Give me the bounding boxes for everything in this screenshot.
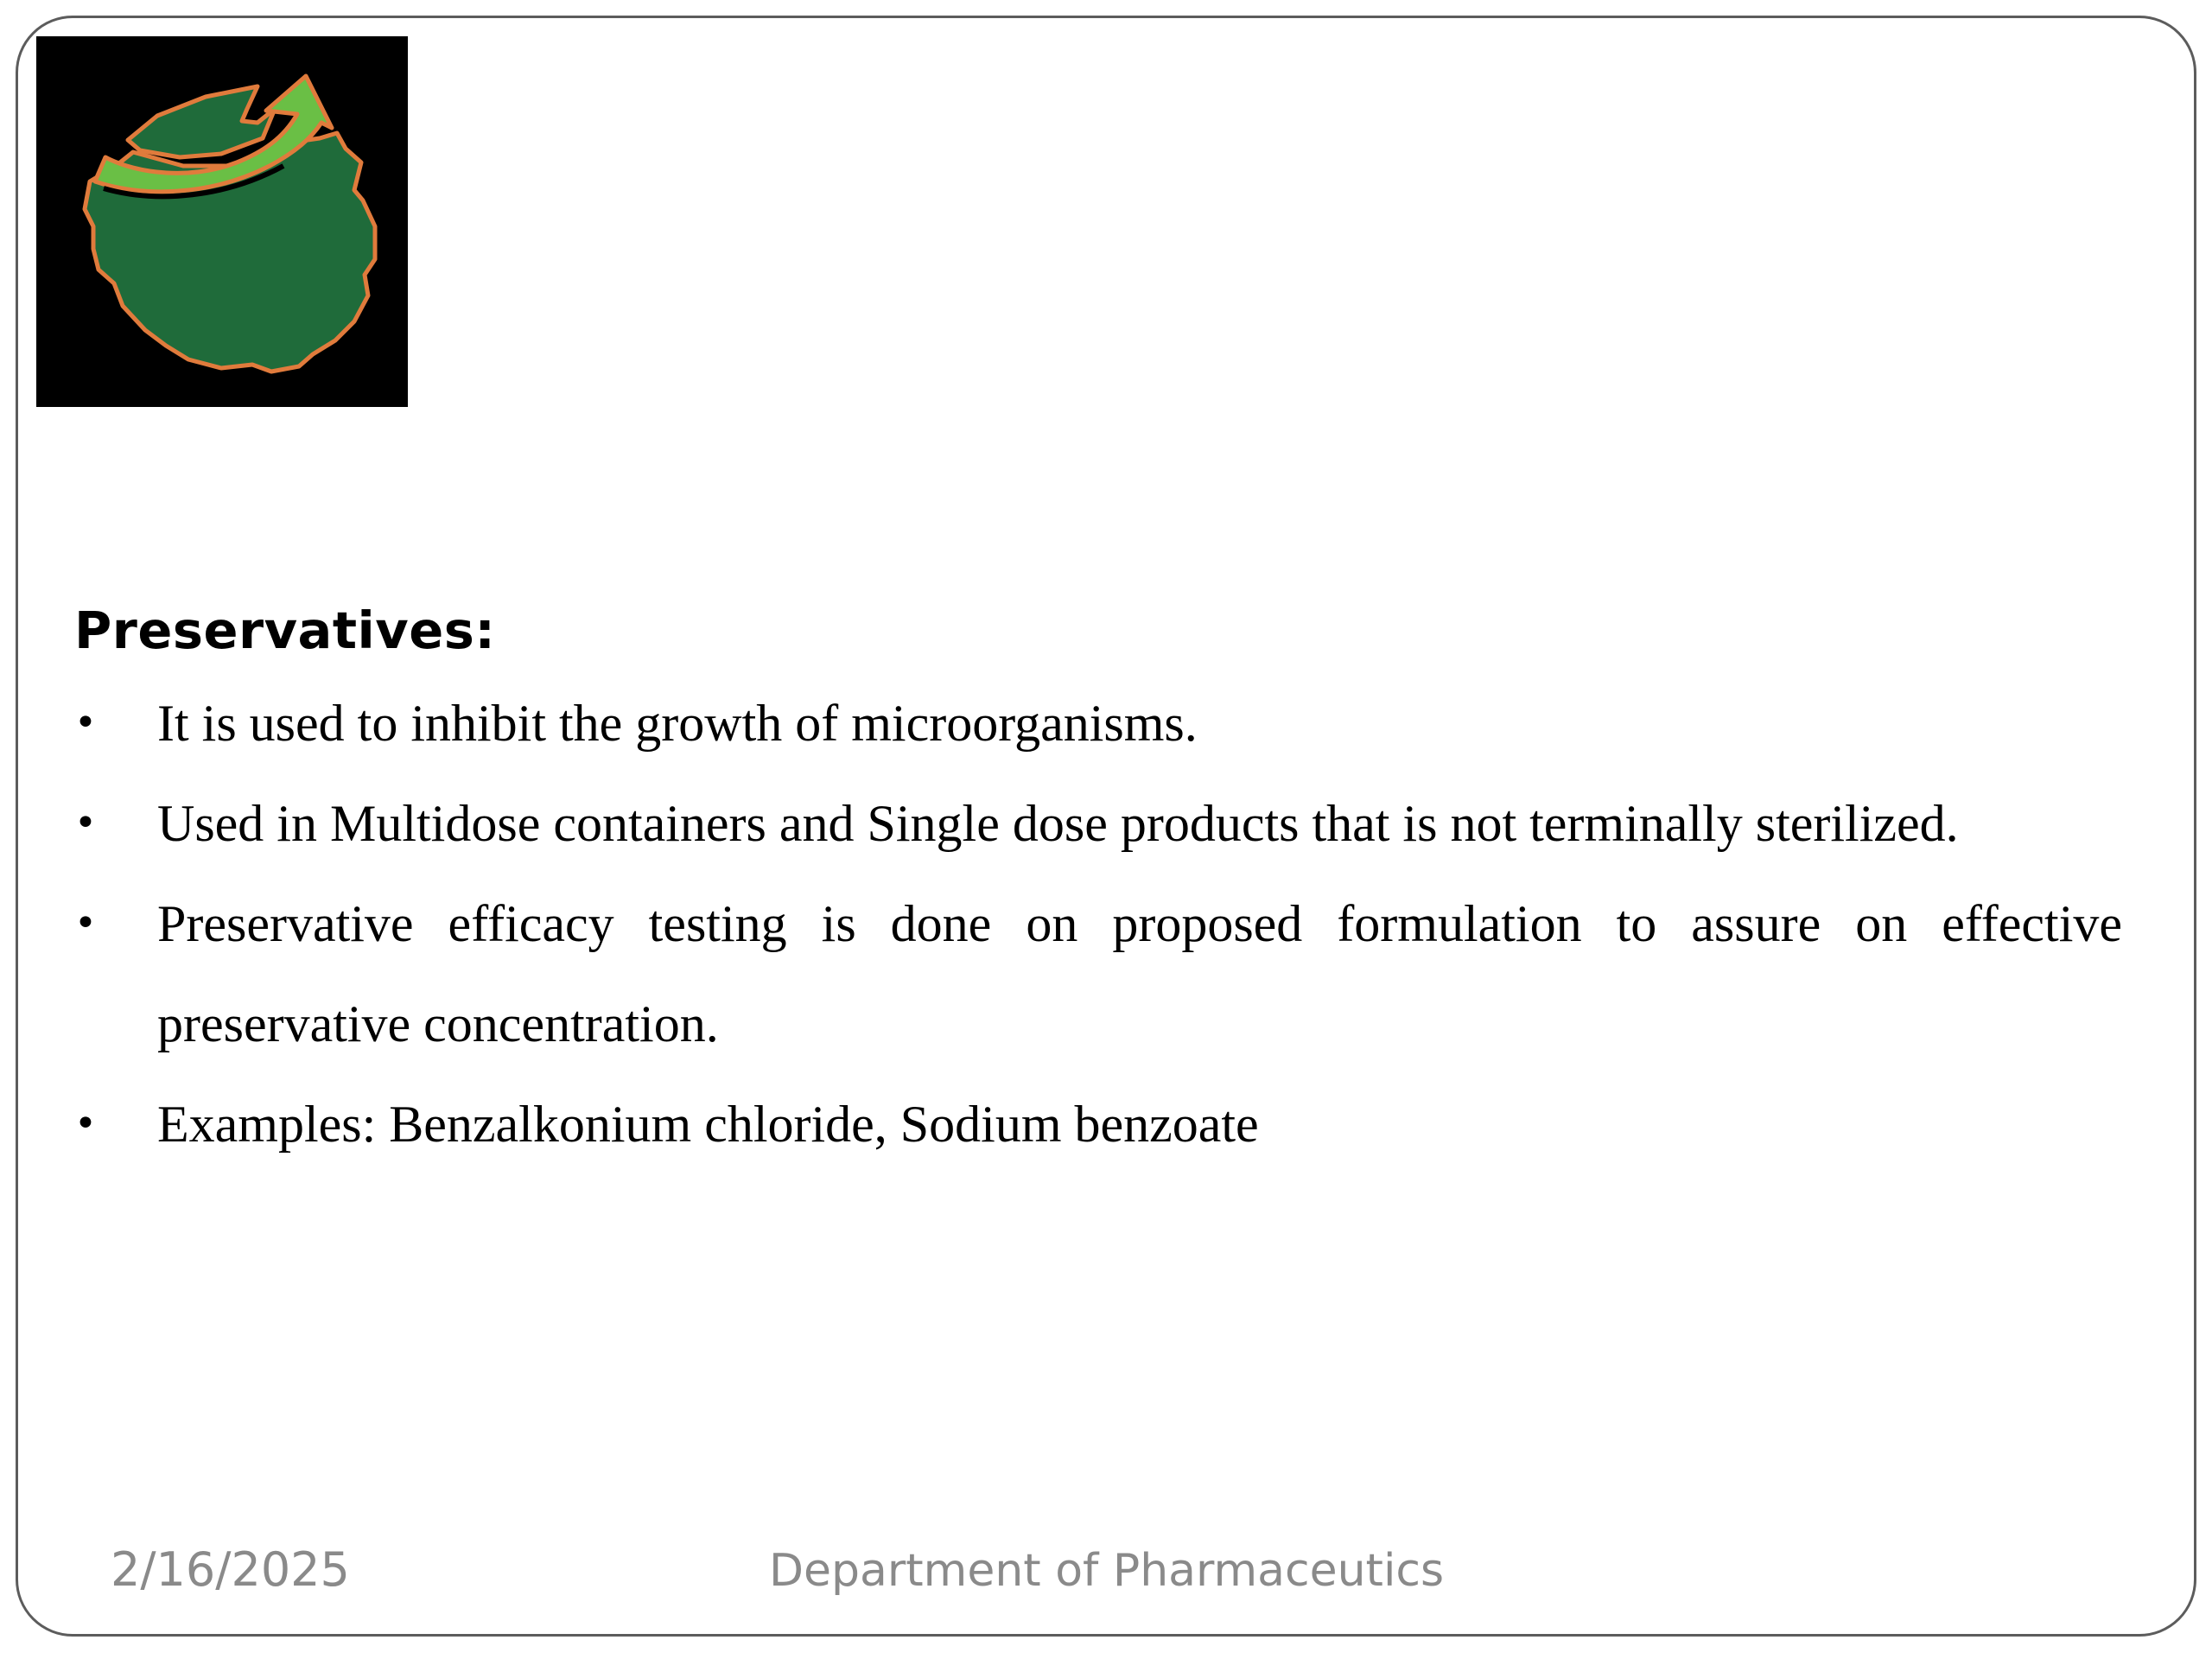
bullet-text: Preservative efficacy testing is done on proposed formulation to assure on effective preservative concentration. [157, 895, 2122, 1052]
list-item [74, 673, 2122, 773]
bullet-icon: • [74, 701, 97, 745]
bullet-icon: • [74, 901, 97, 945]
bullet-text: It is used to inhibit the growth of microorganisms. [157, 695, 1198, 752]
slide-heading: Preservatives: [74, 601, 496, 660]
bullet-text: Examples: Benzalkonium chloride, Sodium benzoate [157, 1096, 1259, 1153]
list-item [74, 773, 2122, 874]
bullet-text: Used in Multidose containers and Single dose products that is not terminally sterilized. [157, 795, 1959, 852]
list-item [74, 1074, 2122, 1174]
bullet-icon: • [74, 801, 97, 845]
footer-date: 2/16/2025 [111, 1542, 350, 1597]
bullet-icon: • [74, 1102, 97, 1146]
slide-content [74, 601, 2122, 1174]
footer-department: Department of Pharmaceutics [769, 1545, 1445, 1597]
list-item [74, 874, 2122, 1074]
bullet-list [74, 673, 2122, 1174]
logo-icon [36, 36, 408, 407]
